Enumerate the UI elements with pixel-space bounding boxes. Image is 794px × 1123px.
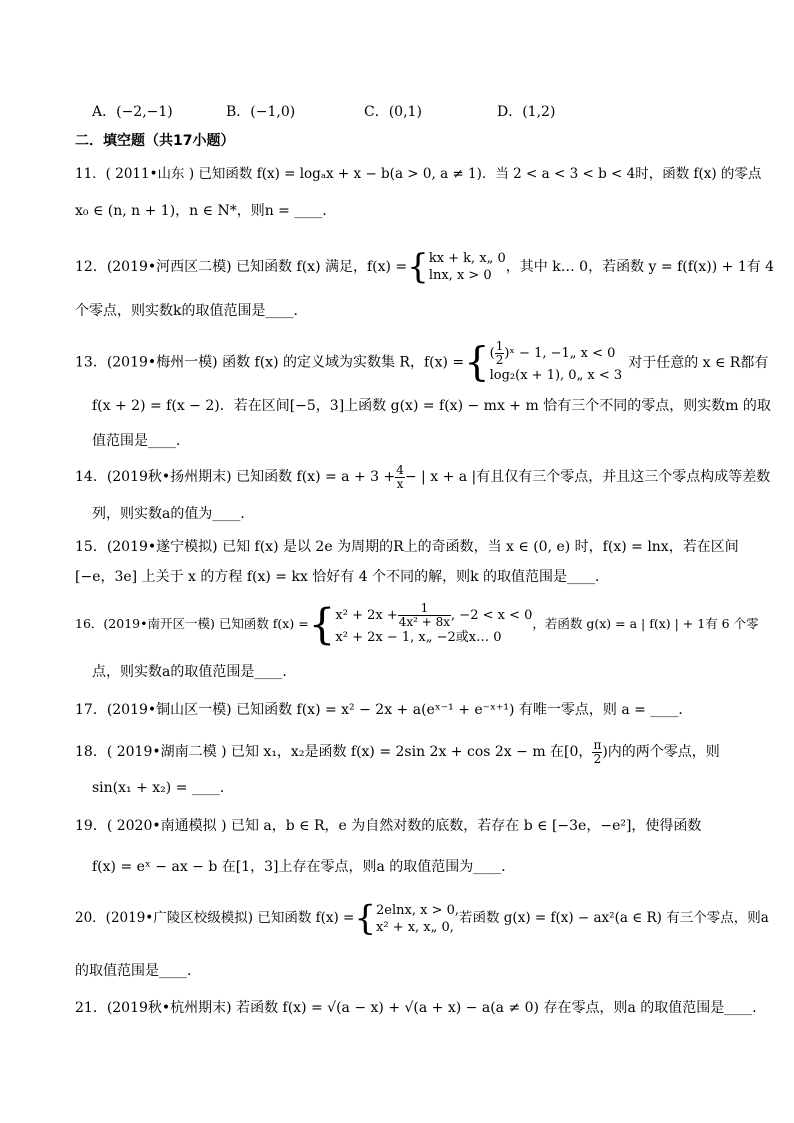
answer-choices <box>92 101 732 121</box>
q14-frac-num: 4 <box>396 462 404 477</box>
q18-frac-den: 2 <box>593 751 602 766</box>
choice-d: D．(1,2) <box>497 104 556 120</box>
q12-piece2: lnx, x > 0 <box>428 268 492 283</box>
q12-pieces <box>429 250 506 284</box>
q18-line1 <box>75 733 720 771</box>
q20-piece1: 2elnx, x > 0, <box>376 902 459 918</box>
q20-line1 <box>75 896 769 940</box>
q16-pieces <box>335 602 532 647</box>
q16-frac-den: 4x² + 8x <box>398 615 451 629</box>
left-brace: { <box>464 339 490 386</box>
q16-frac <box>398 602 451 629</box>
q12-line2: 个零点，则实数k的取值范围是____． <box>75 303 308 319</box>
left-brace: { <box>354 898 377 939</box>
q12-tail: ，其中 k… 0，若函数 y = f(f(x)) + 1有 4 <box>505 259 775 275</box>
q18-line2: sin(x₁ + x₂) = ____． <box>92 780 234 796</box>
q16-piece2: x² + 2x − 1, x„ −2或x… 0 <box>335 630 502 645</box>
q13-piece1 <box>490 340 623 367</box>
left-brace: { <box>308 599 336 649</box>
q14-line1 <box>75 460 770 494</box>
q19-line1: 19．( 2020•南通模拟 ) 已知 a，b ∈ R，e 为自然对数的底数，若存在 b ∈ [−3e，−e²]，使得函数 <box>75 818 702 834</box>
q20-tail: 若函数 g(x) = f(x) − ax²(a ∈ R) 有三个零点，则a <box>459 910 769 926</box>
q16-piece1 <box>335 602 532 629</box>
q13-piece1-rest: )ˣ − 1, −1„ x < 0 <box>504 346 616 361</box>
q13-line1 <box>75 340 768 385</box>
q18-tail: )内的两个零点，则 <box>602 744 720 760</box>
q15-line2: [−e，3e] 上关于 x 的方程 f(x) = kx 恰好有 4 个不同的解，则k 的取值范围是____． <box>75 569 610 585</box>
q18-frac-num: π <box>593 737 602 752</box>
left-brace: { <box>407 247 429 287</box>
q13-line2: f(x + 2) = f(x − 2)．若在区间[−5，3]上函数 g(x) = f(x) − mx + m 恰有三个不同的零点，则实数m 的取 <box>92 398 771 414</box>
q13-tail: 对于任意的 x ∈ R都有 <box>628 354 769 371</box>
q17-line1: 17．(2019•铜山区一模) 已知函数 f(x) = x² − 2x + a(eˣ⁻¹ + e⁻ˣ⁺¹) 有唯一零点，则 a = ____． <box>75 702 693 718</box>
q13-frac-den: 2 <box>495 353 504 367</box>
q16-tail: ，若函数 g(x) = a | f(x) | + 1有 6 个零 <box>532 616 759 631</box>
q13-frac <box>495 340 505 367</box>
q11-line2: x₀ ∈ (n, n + 1)，n ∈ N*，则n = ____． <box>75 203 337 219</box>
q12-line1 <box>75 247 774 287</box>
q18-frac <box>592 739 602 766</box>
q16-line1 <box>75 600 759 648</box>
q13-pieces <box>490 340 623 385</box>
q14-frac <box>395 464 405 491</box>
q13-line3: 值范围是____． <box>92 433 190 449</box>
q12-piece1: kx + k, x„ 0 <box>428 251 506 266</box>
q14-frac-den: x <box>396 476 404 491</box>
choice-b: B．(−1,0) <box>226 104 296 120</box>
choice-c: C．(0,1) <box>364 104 422 120</box>
q14-tail: − | x + a |有且仅有三个零点，并且这三个零点构成等差数 <box>404 469 771 485</box>
q16-piece1-a: x² + 2x + <box>335 608 398 623</box>
q21-line1: 21．(2019秋•杭州期末) 若函数 f(x) = √(a − x) + √(a + x) − a(a ≠ 0) 存在零点，则a 的取值范围是____． <box>75 1000 767 1016</box>
q16-frac-num: 1 <box>398 602 451 616</box>
q16-piece1-b: , −2 < x < 0 <box>451 608 533 623</box>
q11-line1: 11．( 2011•山东 ) 已知函数 f(x) = logₐx + x − b(a > 0, a ≠ 1)．当 2 < a < 3 < b < 4时，函数 f(x) 的零点 <box>75 166 762 182</box>
q13-lead: 13．(2019•梅州一模) 函数 f(x) 的定义域为实数集 R，f(x) = <box>75 354 465 371</box>
q20-line2: 的取值范围是____． <box>75 963 201 979</box>
q20-lead: 20．(2019•广陵区校级模拟) 已知函数 f(x) = <box>75 910 355 926</box>
q18-lead: 18．( 2019•湖南二模 ) 已知 x₁，x₂是函数 f(x) = 2sin 2x + cos 2x − m 在[0， <box>75 744 593 760</box>
q13-piece1-open: ( <box>489 346 495 361</box>
q12-lead: 12．(2019•河西区二模) 已知函数 f(x) 满足，f(x) = <box>75 259 408 275</box>
q20-piece2: x² + x, x„ 0, <box>376 919 454 935</box>
q15-line1: 15．(2019•遂宁模拟) 已知 f(x) 是以 2e 为周期的R上的奇函数，当 x ∈ (0, e) 时，f(x) = lnx，若在区间 <box>75 539 739 555</box>
q13-piece2: log₂(x + 1), 0„ x < 3 <box>489 368 623 383</box>
q13-frac-num: 1 <box>495 339 504 353</box>
q20-pieces <box>376 902 459 936</box>
q16-line2: 点，则实数a的取值范围是____． <box>92 664 297 680</box>
q19-line2: f(x) = eˣ − ax − b 在[1，3]上存在零点，则a 的取值范围为____． <box>92 859 516 875</box>
q14-lead: 14．(2019秋•扬州期末) 已知函数 f(x) = a + 3 + <box>75 469 396 485</box>
q14-line2: 列，则实数a的值为____． <box>92 506 255 522</box>
section-title: 二．填空题（共17小题） <box>75 133 235 149</box>
q16-lead: 16．(2019•南开区一模) 已知函数 f(x) = <box>75 616 309 631</box>
choice-a: A．(−2,−1) <box>92 104 173 120</box>
